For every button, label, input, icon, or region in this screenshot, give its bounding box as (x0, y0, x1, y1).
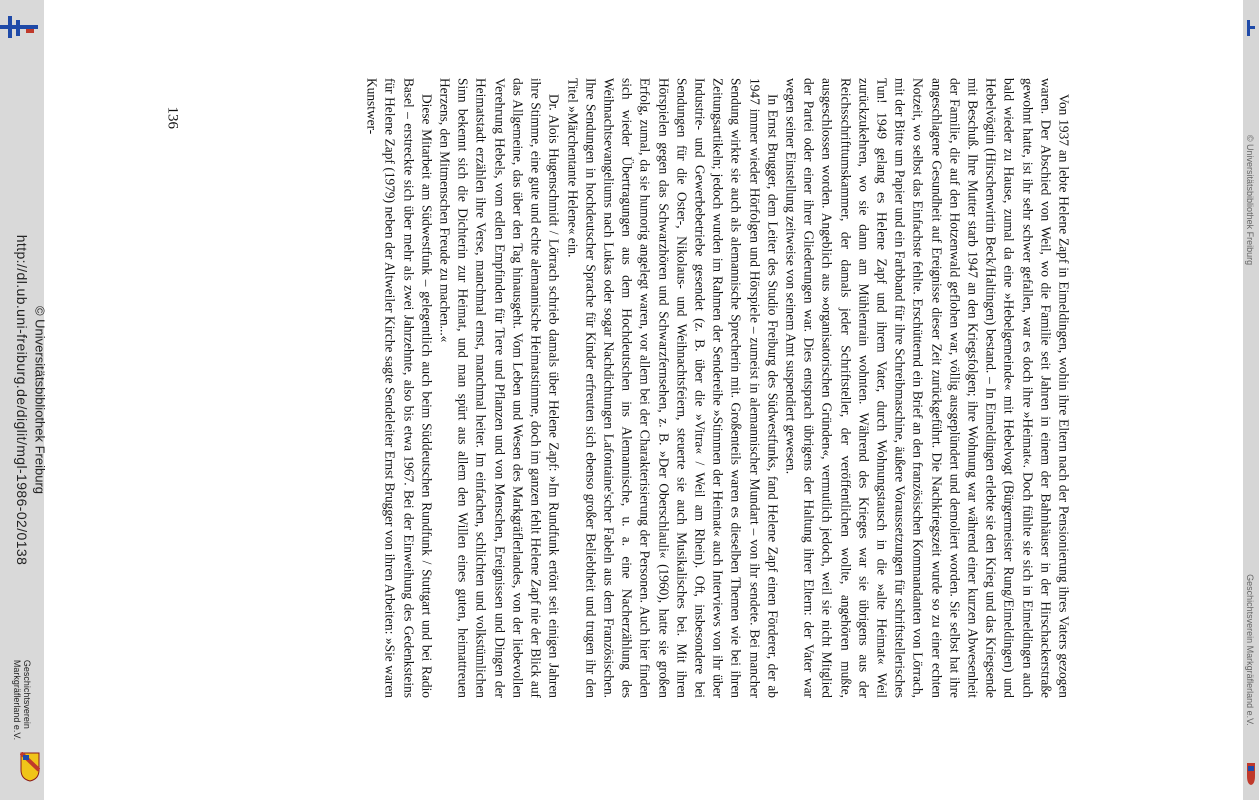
coat-of-arms-icon (1246, 762, 1256, 786)
paragraph: Diese Mitarbeit am Südwestfunk – gelegentlich auch beim Süddeutschen Rundfunk / Stuttgart und bei Radio Basel – erstreckte sich über mehr als zwei Jahrzehnte, also bis etwa 1967. Bei der Einweihung des Gedenksteins für Helene Zapf (1979) neben der Altweiler Kirche sagte Sendeleiter Ernst Brugger von ihren Arbeiten: »Sie waren Kunstwer- (364, 78, 435, 698)
paragraph: Dr. Alois Hugenschmidt / Lörrach schrieb damals über Helene Zapf: »Im Rundfunk ertönt seit einigen Jahren ihre Stimme, eine gute und echte alemannische Heimatstimme, doch im ganzen fehlt Helene Zapf nie der Blick auf das Allgemeine, das über den Tag hinausgeht. Vom Leben und Wesen des Markgräflerlandes, von der liebevollen Verehrung Hebels, vom edlen Empfinden für Tiere und Pflanzen und von Menschen, Ereignissen und Dingen der Heimatstadt erzählen ihre Verse, manchmal ernst, manchmal heiter. Im einfachen, schlichten und volkstümlichen Sinn bekennt sich die Dichterin zur Heimat, und man spürt aus allem den Willen eines guten, heimattreuen Herzens, den Mitmenschen Freude zu machen...« (437, 78, 562, 698)
university-library-logo-icon (1247, 20, 1255, 36)
page-text-body (138, 78, 1073, 698)
paragraph: Von 1937 an lebte Helene Zapf in Eimeldingen, wohin ihre Eltern nach der Pensionierung ihres Vaters gezogen waren. Der Abschied von Weil, wo die Familie seit Jahren in einem der Bahnhäuser in der Hirschackerstraße gewohnt hatte, ist ihr sehr schwer gefallen, war es doch ihre »Heimat«. Doch fühlte sie sich in Eimeldingen auch bald wieder zu Hause, zumal da eine »Hebelgemeinde« mit Hebelvogt (Bürgermeister Rung/Eimeldingen) und Hebelvögtin (Hirschenwirtin Beck/Haltingen) bestand. – In Eimeldingen erlebte sie den Krieg und das Kriegsende mit Beschuß. Ihre Mutter starb 1947 an den Kriegsfolgen; ihre Wohnung war während einer kurzen Abwesenheit der Familie, die auf den Hotzenwald geflohen war, völlig ausgeplündert und demoliert worden. Sie selbst hat ihre angeschlagene Gesundheit auf Ereignisse dieser Zeit zurückgeführt. Die Nachkriegszeit wurde so zu einer echten Notzeit, wo selbst das Einfachste fehlte. Erschütternd ein Brief an den französischen Kommandanten von Lörrach, mit der Bitte um Papier und ein Farbband für ihre Schreibmaschine, äußere Voraussetzungen für schriftstellerisches Tun! 1949 gelang es Helene Zapf und ihrem Vater, durch Wohnungstausch in die »alte Heimat« Weil zurückzukehren, wo sie dann am Mühlenrain wohnten. Während des Krieges war sie übrigens aus der Reichsschrifttumskammer, der damals jeder Schriftsteller, der veröffentlichen wollte, angehören mußte, ausgeschlossen worden. Angeblich aus »organisatorischen Gründen«, vermutlich jedoch, weil sie nicht Mitglied der Partei oder einer ihrer Gliederungen war. Dies entsprach übrigens der Haltung ihrer Eltern: der Vater war wegen seiner Einstellung zeitweise von seinem Amt suspendiert gewesen. (783, 78, 1072, 698)
page-number: 136 (164, 106, 181, 129)
society-name-right: Geschichtsverein Markgräflerland e.V. (1245, 574, 1255, 726)
society-name (12, 660, 32, 740)
coat-of-arms-icon (20, 752, 40, 782)
paragraph: In Ernst Brugger, dem Leiter des Studio Freiburg des Südwestfunks, fand Helene Zapf einen Förderer, der ab 1947 immer wieder Hörfolgen und Hörspiele – zumeist in alemannischer Mundart – von ihr sendete. Bei mancher Sendung wirkte sie auch als alemannische Sprecherin mit. Großenteils waren es dieselben Themen wie bei ihren Zeitungsartikeln; jedoch wurden im Rahmen der Sendereihe »Stimmen der Heimat« auch Interviews von ihr über Industrie- und Gewerbebetriebe gesendet (z. B. über die »Vitra« / Weil am Rhein). Oft, insbesondere bei Sendungen für die Oster-, Nikolaus- und Weihnachtsfeiern, steuerte sie auch Musikalisches bei. Mit ihren Hörspielen gegen das Schwarzhören und Schwarzfernsehen, z. B. »Der Oberschlauli« (1960), hatte sie großen Erfolg, zumal, da sie humorig angelegt waren, vor allem bei der Charakterisierung der Personen. Auch hier finden sich wieder Übertragungen aus dem Hochdeutschen ins Alemannische, u. a. eine Nacherzählung des Weihnachtsevangeliums nach Lukas oder sogar Nachdichtungen Lafontaine'scher Fabeln aus dem Französischen. Ihre Sendungen in hochdeutscher Sprache für Kinder erfreuten sich ebenso großer Beliebtheit und trugen ihr den Titel »Märchentante Helene« ein. (565, 78, 781, 698)
society-name-line2: Markgräflerland e.V. (12, 659, 22, 741)
society-name-line1: Geschichtsverein (22, 659, 32, 729)
viewer-copyright: © Universitätsbibliothek Freiburg (32, 305, 48, 495)
university-library-logo-icon (0, 14, 38, 42)
viewer-url[interactable]: http://dl.ub.uni-freiburg.de/diglit/mgl-1986-02/0138 (14, 234, 30, 566)
viewer-copyright-right: © Universitätsbibliothek Freiburg (1245, 134, 1255, 266)
